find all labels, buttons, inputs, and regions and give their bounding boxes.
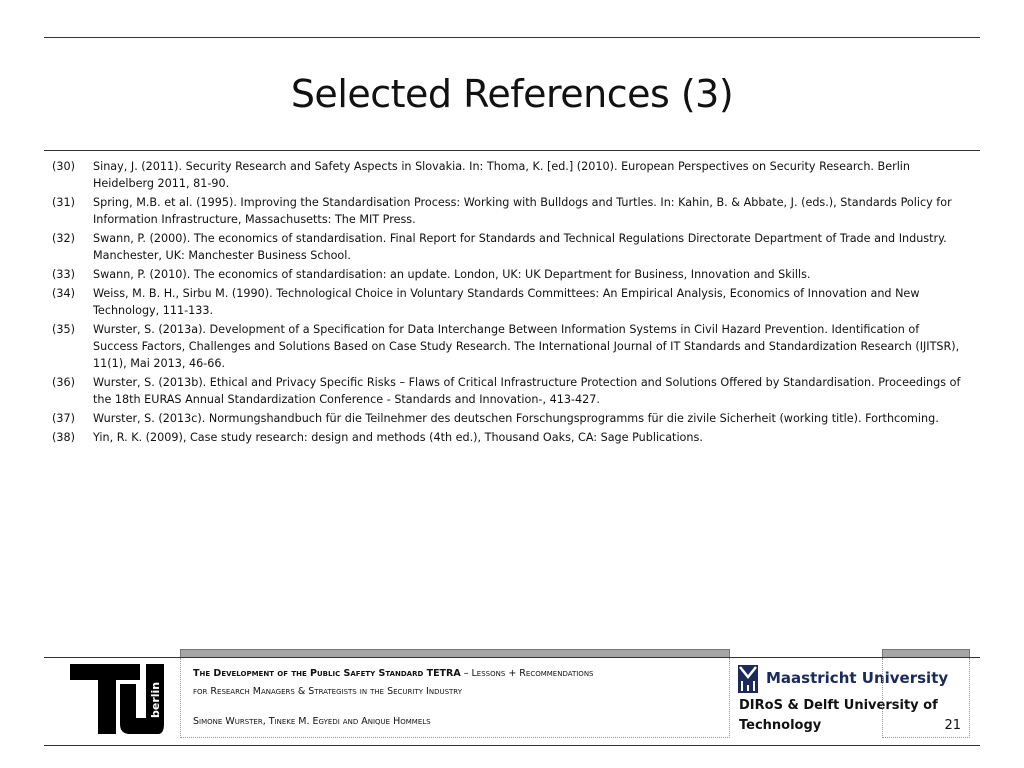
reference-item bbox=[52, 321, 962, 372]
footer-authors: Simone Wurster, Tineke M. Egyedi and Anique Hommels bbox=[193, 716, 431, 727]
reference-number: (36) bbox=[52, 376, 75, 389]
reference-text: Weiss, M. B. H., Sirbu M. (1990). Technological Choice in Voluntary Standards Committees: An Empirical Analysis, Economics of Innovation and New Technology, 111-133. bbox=[93, 287, 920, 317]
reference-number: (35) bbox=[52, 323, 75, 336]
title-rule bbox=[44, 150, 980, 151]
reference-number: (37) bbox=[52, 412, 75, 425]
reference-text: Yin, R. K. (2009), Case study research: design and methods (4th ed.), Thousand Oaks, CA: Sage Publications. bbox=[93, 431, 703, 444]
reference-text: Wurster, S. (2013b). Ethical and Privacy Specific Risks – Flaws of Critical Infrastructure Protection and Solutions Offered by Standardisation. Proceedings of the 18th EURAS Annual Standardization Conference - Standards and Innovation-, 413-427. bbox=[93, 376, 961, 406]
maastricht-university-name: Maastricht University bbox=[766, 669, 949, 687]
reference-item bbox=[52, 285, 962, 319]
reference-item bbox=[52, 230, 962, 264]
reference-list bbox=[52, 158, 962, 448]
top-rule bbox=[44, 37, 980, 38]
footer-title-line1 bbox=[193, 668, 594, 679]
reference-text: Wurster, S. (2013c). Normungshandbuch für die Teilnehmer des deutschen Forschungsprogramms für die zivile Sicherheit (working title). Forthcoming. bbox=[93, 412, 939, 425]
reference-item bbox=[52, 194, 962, 228]
reference-item bbox=[52, 410, 962, 427]
reference-text: Sinay, J. (2011). Security Research and Safety Aspects in Slovakia. In: Thoma, K. [ed.] (2010). European Perspectives on Security Research. Berlin Heidelberg 2011, 81-90. bbox=[93, 160, 910, 190]
slide-title: Selected References (3) bbox=[290, 72, 734, 116]
reference-text: Wurster, S. (2013a). Development of a Specification for Data Interchange Between Information Systems in Civil Hazard Prevention. Identification of Success Factors, Challenges and Solutions Based on Case Study Research. The International Journal of IT Standards and Standardization Research (IJITSR), 11(1), Mai 2013, 46-66. bbox=[93, 323, 960, 370]
partner-institutions: DIRoS & Delft University of Technology bbox=[739, 698, 938, 733]
reference-number: (38) bbox=[52, 431, 75, 444]
reference-text: Swann, P. (2000). The economics of standardisation. Final Report for Standards and Technical Regulations Directorate Department of Trade and Industry. Manchester, UK: Manchester Business School. bbox=[93, 232, 947, 262]
page-number: 21 bbox=[944, 718, 961, 733]
reference-item bbox=[52, 158, 962, 192]
reference-number: (33) bbox=[52, 268, 75, 281]
reference-number: (31) bbox=[52, 196, 75, 209]
reference-number: (30) bbox=[52, 160, 75, 173]
tu-berlin-logo-text: berlin bbox=[149, 681, 162, 718]
reference-number: (32) bbox=[52, 232, 75, 245]
reference-text: Spring, M.B. et al. (1995). Improving the Standardisation Process: Working with Bulldogs and Turtles. In: Kahin, B. & Abbate, J. (eds.), Standards Policy for Information Infrastructure, Massachusetts: The MIT Press. bbox=[93, 196, 952, 226]
tu-berlin-logo-icon bbox=[66, 662, 166, 736]
reference-number: (34) bbox=[52, 287, 75, 300]
reference-text: Swann, P. (2010). The economics of standardisation: an update. London, UK: UK Department for Business, Innovation and Skills. bbox=[93, 268, 811, 281]
footer-title-line2: for Research Managers & Strategists in the Security Industry bbox=[193, 686, 463, 697]
page-number-box bbox=[882, 658, 970, 738]
reference-item bbox=[52, 429, 962, 446]
footer-title-box bbox=[180, 658, 730, 738]
footer-title-bold: The Development of the Public Safety Standard TETRA bbox=[193, 668, 461, 679]
footer-bottom-rule bbox=[44, 745, 980, 746]
footer-title-rest: – Lessons + Recommendations bbox=[460, 668, 594, 679]
reference-item bbox=[52, 266, 962, 283]
reference-item bbox=[52, 374, 962, 408]
